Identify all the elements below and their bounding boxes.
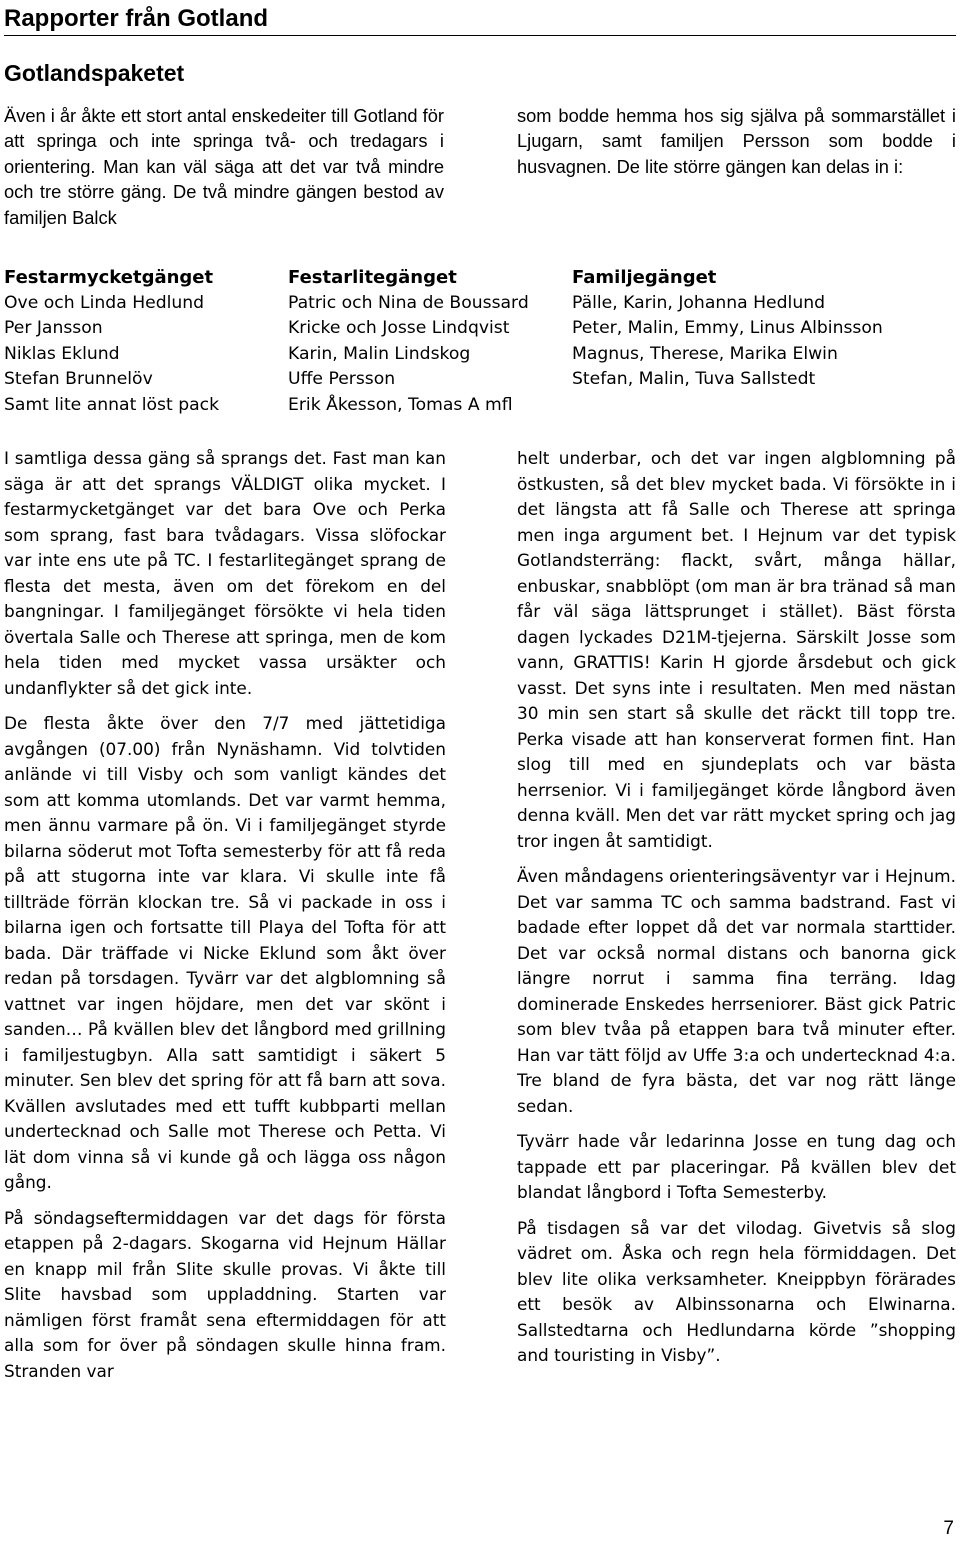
group-festarlite	[288, 265, 529, 419]
group-festarmycket	[4, 265, 219, 419]
group-member: Patric och Nina de Boussard	[288, 292, 529, 313]
group-member: Stefan Brunnelöv	[4, 369, 153, 390]
group-heading: Festarlitegänget	[288, 267, 457, 288]
body-paragraph: På söndagseftermiddagen var det dags för första etappen på 2-dagars. Skogarna vid Hejnum Hällar en knapp mil från Slite skulle provas. Vi åkte till Slite havsbad som uppladdning. Starten var nämligen först framåt sena eftermiddagen för att alla som for över på söndagen skulle hinna fram. Stranden var	[4, 1207, 446, 1381]
group-member: Uffe Persson	[288, 369, 396, 390]
group-heading: Festarmycketgänget	[4, 267, 214, 288]
group-familj	[572, 265, 883, 393]
body-paragraph: De flesta åkte över den 7/7 med jättetidiga avgången (07.00) från Nynäshamn. Vid tolvtiden anlände vi till Visby och som vanligt kändes det som att komma utomlands. Det var varmt hemma, men ännu varmare på ön. Vi i familjegänget styrde bilarna söderut mot Tofta semesterby för att få reda på att stugorna inte var klara. Vi skulle inte få tillträde förrän klockan tre. Så vi packade in oss i bilarna igen och fortsatte till Playa del Tofta för att bada. Där träffade vi Nicke Eklund som åkt över redan på torsdagen. Tyvärr var det algblomning så vattnet var ingen höjdare, men det var skönt i sanden… På kvällen blev det långbord med grillning i familjestugbyn. Alla satt samtidigt i säkert 5 minuter. Sen blev det spring för att få barn att sova. Kvällen avslutades med ett tufft kubbparti mellan undertecknad och Salle mot Therese och Petta. Vi lät dom vinna så vi kunde gå och lägga oss någon gång.	[4, 713, 446, 1192]
group-member: Stefan, Malin, Tuva Sallstedt	[572, 369, 816, 390]
group-member: Per Jansson	[4, 318, 103, 339]
group-member: Samt lite annat löst pack	[4, 394, 220, 415]
article-subtitle: Gotlandspaketet	[4, 60, 185, 86]
group-member: Pälle, Karin, Johanna Hedlund	[572, 292, 826, 313]
group-heading: Familjegänget	[572, 267, 717, 288]
body-paragraph: I samtliga dessa gäng så sprangs det. Fast man kan säga är att det sprangs VÄLDIGT olika mycket. I festarmycketgänget var det bara Ove och Perka som sprang, fast bara tvådagars. Vissa slöfockar var inte ens ute på TC. I festarlitegänget sprang de flesta det mesta, även om det förekom en del bangningar. I familjegänget försökte vi hela tiden övertala Salle och Therese att springa, men de kom hela tiden med mycket vassa ursäkter och undanflykter så det gick inte.	[4, 448, 446, 698]
group-member: Ove och Linda Hedlund	[4, 292, 205, 313]
body-paragraph: helt underbar, och det var ingen algblomning på östkusten, så det blev mycket bada. Vi försökte in i det längsta att få Salle och Therese att springa men inga argument bet. I Hejnum var det typisk Gotlandsterräng: flackt, svårt, många hällar, enbuskar, snabblöpt (om man är bra tränad så man får väl säga lättsprunget i stället). Bäst första dagen lyckades D21M-tjejerna. Särskilt Josse som vann, GRATTIS! Karin H gjorde årsdebut och gick vasst. Det syns inte i resultaten. Men med nästan 30 min sen start så skulle det räckt till topp tre. Perka visade att han konserverat formen fint. Han slog till med en sjundeplats och var bästa herrsenior. Vi i familjegänget körde långbord även denna kväll. Men det var rätt mycket spring och jag tror ingen åt samtidigt.	[517, 448, 956, 851]
body-paragraph: Tyvärr hade vår ledarinna Josse en tung dag och tappade ett par placeringar. På kvällen blev det blandat långbord i Tofta Semesterby.	[517, 1131, 956, 1202]
intro-paragraph-right: som bodde hemma hos sig själva på sommarstället i Ljugarn, samt familjen Persson som bodde i husvagnen. De lite större gängen kan delas in i:	[517, 105, 956, 177]
group-member: Kricke och Josse Lindqvist	[288, 318, 510, 339]
body-paragraph: På tisdagen så var det vilodag. Givetvis så slog vädret om. Åska och regn hela förmiddagen. Det blev lite olika verksamheter. Kneippbyn förärades ett besök av Albinssonarna och Elwinarna. Sallstedtarna och Hedlundarna körde ”shopping and touristing in Visby”.	[517, 1217, 956, 1365]
page-title: Rapporter från Gotland	[4, 2, 956, 36]
group-member: Peter, Malin, Emmy, Linus Albinsson	[572, 318, 883, 339]
group-member: Erik Åkesson, Tomas A mfl	[288, 394, 513, 415]
body-paragraph: Även måndagens orienteringsäventyr var i Hejnum. Det var samma TC och samma badstrand. Fast vi badade efter loppet då det var normala starttider. Det var också normal distans och banorna gick längre norrut i samma fina terräng. Idag dominerade Enskedes herrseniorer. Bäst gick Patric som blev tvåa på etappen bara två minuter efter. Han var tätt följd av Uffe 3:a och undertecknad 4:a. Tre bland de fyra bästa, det var nog rätt länge sedan.	[517, 866, 956, 1116]
body-column-left	[4, 446, 446, 1394]
page-number: 7	[943, 1518, 954, 1539]
group-member: Karin, Malin Lindskog	[288, 343, 471, 364]
intro-paragraph-left: Även i år åkte ett stort antal enskedeiter till Gotland för att springa och inte springa två- och tredagars i orientering. Man kan väl säga att det var två mindre och tre större gäng. De två mindre gängen bestod av familjen Balck	[4, 105, 444, 228]
group-member: Magnus, Therese, Marika Elwin	[572, 343, 838, 364]
group-member: Niklas Eklund	[4, 343, 120, 364]
body-column-right	[517, 446, 956, 1379]
